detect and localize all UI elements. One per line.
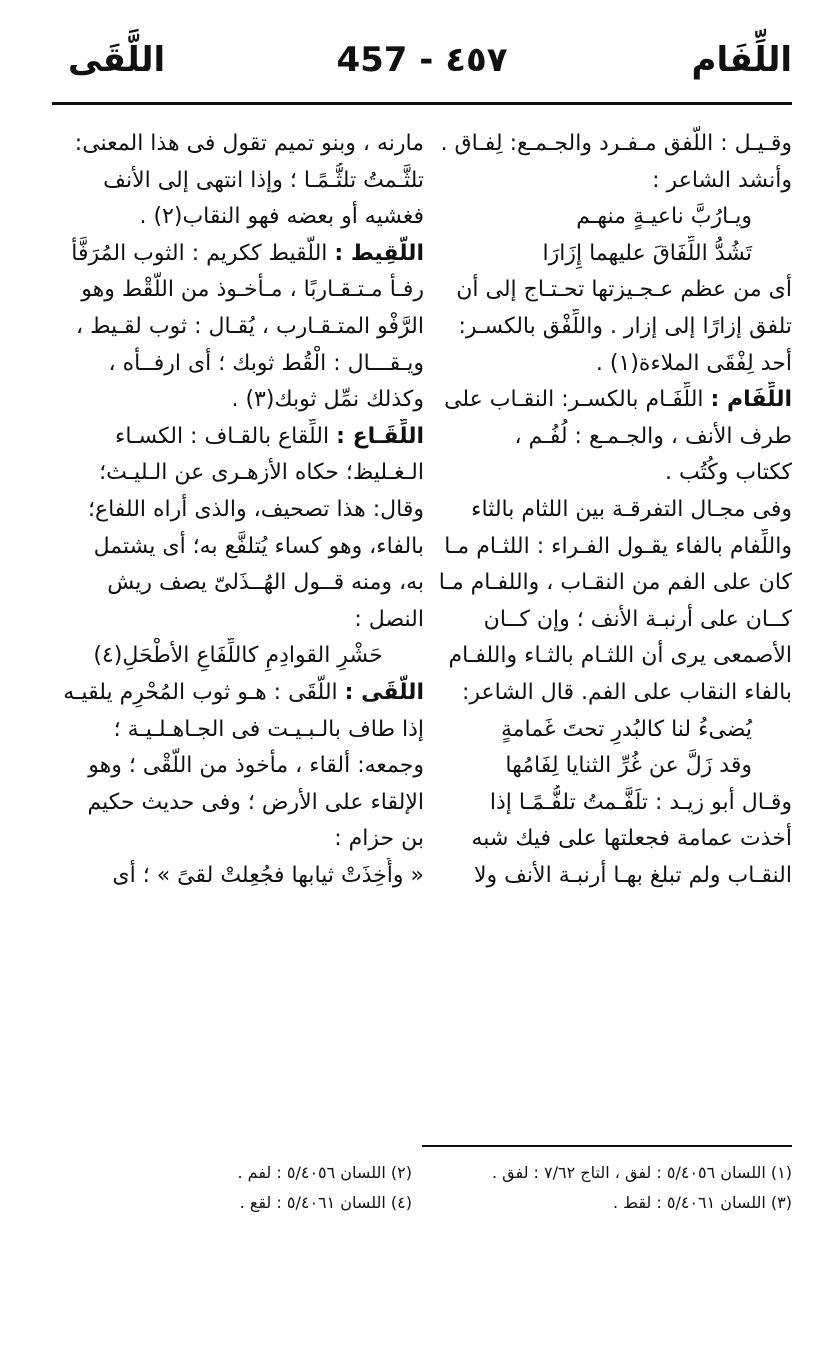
line-text: بن حزام : — [334, 826, 424, 852]
line-text: النصل : — [354, 606, 424, 632]
text-line — [52, 529, 424, 566]
text-line — [52, 236, 424, 273]
text-line — [420, 309, 792, 346]
line-text: وقد زَلَّ عن غُرِّ الثنايا لِفَامُها — [505, 753, 752, 779]
text-line — [52, 126, 424, 163]
text-line — [420, 455, 792, 492]
line-text: وأنشد الشاعر : — [652, 167, 792, 193]
text-line — [52, 492, 424, 529]
footnote: (٤) اللسان ٥/٤٠٦١ : لقع . — [239, 1193, 412, 1212]
text-line — [420, 529, 792, 566]
footnotes-right — [420, 1158, 792, 1218]
line-text: بالفاء، وهو كساء يُتلفَّع به؛ أى يشتمل — [93, 533, 424, 559]
line-text: وقـيـل : اللَّفق مـفـرد والجـمـع: لِفـاق . — [440, 131, 792, 156]
page-number: 457 - ٤٥٧ — [336, 40, 508, 80]
footnote: (١) اللسان ٥/٤٠٥٦ : لفق ، التاج ٧/٦٢ : لفق . — [491, 1163, 792, 1182]
text-line — [420, 236, 792, 273]
line-text: ويـقـــال : الْقُط ثوبك ؛ أى ارفــأه ، — [108, 350, 424, 376]
text-line — [420, 199, 792, 236]
text-line — [52, 712, 424, 749]
text-line — [52, 199, 424, 236]
text-line — [420, 821, 792, 858]
left-column — [52, 126, 424, 894]
header-rule — [52, 102, 792, 105]
line-text: رفـأ مـتـقـاربًا ، مـأخـوذ من اللَّقْط وهو — [81, 277, 424, 303]
text-line — [52, 602, 424, 639]
line-text: الـغـليظ؛ حكاه الأزهـرى عن الـليـث؛ — [99, 460, 424, 486]
line-text: وكذلك نمِّل ثوبك(٣) . — [231, 387, 424, 413]
right-column — [420, 126, 792, 894]
line-text: واللِّفام بالفاء يقـول الفـراء : اللثـام مـا — [444, 533, 792, 559]
line-text: حَشْرِ القوادِمِ كاللِّفَاعِ الأطْحَلِ(٤) — [93, 643, 383, 669]
text-line — [52, 272, 424, 309]
text-line — [420, 712, 792, 749]
text-line — [52, 748, 424, 785]
line-text: طرف الأنف ، والجـمـع : لُفُـم ، — [514, 423, 792, 449]
line-text: مارنه ، وبنو تميم تقول فى هذا المعنى: — [74, 131, 424, 156]
footnotes-left — [52, 1158, 412, 1218]
page-header — [52, 40, 792, 90]
line-text: بالفاء النقاب على الفم. قال الشاعر: — [461, 679, 792, 705]
text-line — [420, 638, 792, 675]
entry-headword: اللَّقَى : — [344, 679, 424, 705]
text-line — [52, 419, 424, 456]
text-line — [420, 675, 792, 712]
text-line — [52, 785, 424, 822]
line-text: اللَّقيط ككريم : الثوب المُرَفَّأ — [71, 240, 335, 266]
text-line — [420, 382, 792, 419]
footnote-rule — [422, 1145, 792, 1147]
line-text: ويـارُبَّ ناعيـةٍ منهـم — [576, 204, 752, 230]
line-text: « وأُخِذَتْ ثيابها فجُعِلتْ لقىً » ؛ أى — [112, 862, 424, 888]
line-text: وقـال أبو زيـد : تلَفَّـمتُ تلفُّـمًـا إذا — [489, 789, 792, 815]
line-text: اللِّفَـام بالكسـر: النقـاب على — [444, 387, 711, 413]
text-line — [420, 858, 792, 895]
text-line — [420, 602, 792, 639]
text-line — [420, 785, 792, 822]
text-line — [420, 126, 792, 163]
footnote: (٣) اللسان ٥/٤٠٦١ : لقط . — [612, 1193, 792, 1212]
line-text: الأصمعى يرى أن اللثـام بالثـاء واللفـام — [448, 643, 792, 669]
line-text: أحد لِفْقَى الملاءة(١) . — [595, 350, 792, 376]
line-text: أى من عظم عـجـيزتها تحـتـاج إلى أن — [456, 277, 792, 303]
line-text: به، ومنه قــول الهُــذَلىّ يصف ريش — [107, 570, 424, 596]
line-text: وقال: هذا تصحيف، والذى أراه اللفاع؛ — [87, 496, 424, 522]
text-line — [420, 565, 792, 602]
line-text: تَشُدُّ اللِّفَاقَ عليهما إِزَارَا — [542, 240, 752, 266]
text-line — [420, 163, 792, 200]
line-text: وفى مجـال التفرقـة بين اللثام بالثاء — [471, 496, 792, 522]
line-text: أخذت عمامة فجعلتها على فيك شبه — [471, 826, 792, 852]
entry-headword: اللِّفَام : — [710, 387, 792, 413]
text-line — [52, 346, 424, 383]
line-text: اللَّقَى : هـو ثوب المُحْرِم يلقيـه — [63, 679, 345, 705]
line-text: كان على الفم من النقـاب ، واللفـام مـا — [438, 570, 792, 596]
text-line — [420, 492, 792, 529]
line-text: تلثَّـمتُ تلثُّـمًـا ؛ وإذا انتهى إلى الأنف — [103, 167, 424, 193]
text-line — [420, 748, 792, 785]
text-line — [52, 565, 424, 602]
text-line — [420, 272, 792, 309]
entry-headword: اللَّقِيط : — [334, 240, 424, 266]
line-text: الإلقاء على الأرض ؛ وفى حديث حكيم — [87, 789, 424, 815]
line-text: إذا طاف بالـبـيـت فى الجـاهـلـيـة ؛ — [113, 716, 424, 742]
text-line — [52, 309, 424, 346]
header-right-word: اللِّفَام — [691, 40, 792, 80]
line-text: النقـاب ولم تبلغ بهـا أرنبـة الأنف ولا — [473, 862, 792, 888]
line-text: ككتاب وكُتُب . — [665, 460, 792, 486]
text-line — [52, 821, 424, 858]
text-line — [420, 419, 792, 456]
line-text: فغشيه أو بعضه فهو النقاب(٢) . — [139, 204, 424, 230]
text-line — [52, 675, 424, 712]
line-text: الرَّفْو المتـقـارب ، يُقـال : ثوب لقـيط ، — [75, 313, 424, 339]
footnote: (٢) اللسان ٥/٤٠٥٦ : لفم . — [237, 1163, 412, 1182]
text-line — [52, 163, 424, 200]
line-text: اللِّقاع بالقـاف : الكسـاء — [114, 423, 337, 449]
text-line — [52, 455, 424, 492]
line-text: وجمعه: ألقاء ، مأخوذ من اللَّقْى ؛ وهو — [88, 753, 424, 779]
text-line — [52, 382, 424, 419]
entry-headword: اللِّقَـاع : — [336, 423, 424, 449]
header-left-word: اللَّقَى — [68, 40, 166, 80]
line-text: تلفق إزارًا إلى إزار . واللِّفْق بالكسـر: — [458, 313, 792, 339]
text-line — [52, 858, 424, 895]
line-text: كــان على أرنبـة الأنف ؛ وإن كــان — [483, 606, 792, 632]
text-line — [420, 346, 792, 383]
text-line — [52, 638, 424, 675]
line-text: يُضىءُ لنا كالبُدرِ تحتَ غَمامةٍ — [500, 716, 752, 742]
